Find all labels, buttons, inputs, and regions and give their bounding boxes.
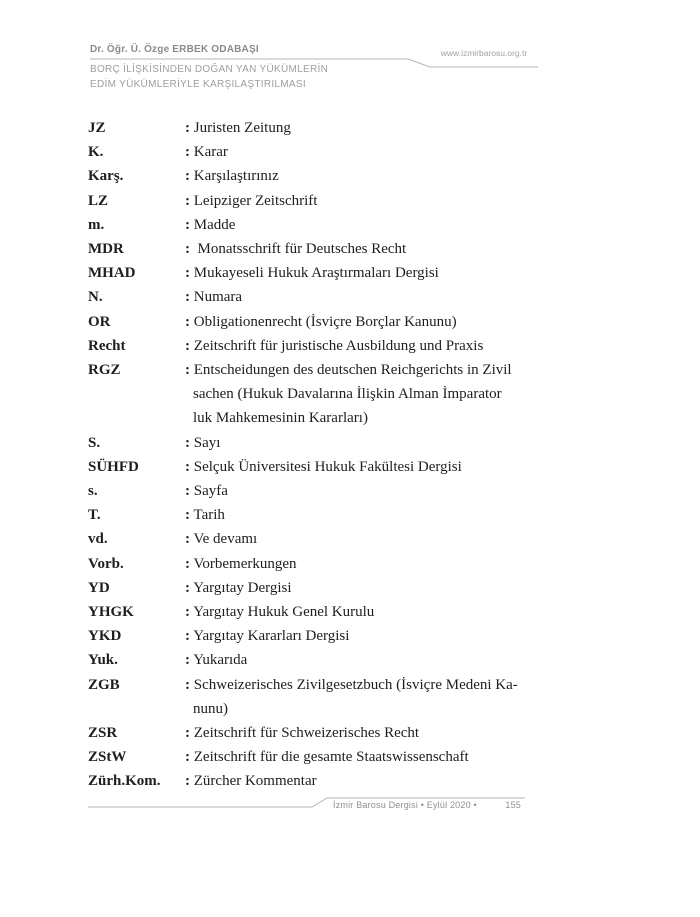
colon-separator: :	[185, 289, 190, 306]
abbreviation-term: SÜHFD	[88, 458, 139, 475]
abbreviation-row	[88, 673, 548, 721]
abbreviation-row	[88, 358, 548, 431]
abbreviation-definition	[185, 600, 548, 624]
abbreviation-definition	[185, 334, 548, 358]
abbreviation-definition	[185, 479, 548, 503]
abbreviation-definition	[185, 455, 548, 479]
definition-line: : Schweizerisches Zivilgesetzbuch (İsviçre Medeni Ka-	[185, 676, 518, 693]
abbreviation-row	[88, 552, 548, 576]
colon-separator: :	[185, 192, 190, 209]
abbreviation-definition	[185, 576, 548, 600]
abbreviation-row	[88, 334, 548, 358]
abbreviation-row	[88, 261, 548, 285]
article-title-line1: BORÇ İLİŞKİSİNDEN DOĞAN YAN YÜKÜMLERİN	[90, 64, 329, 75]
colon-separator: :	[185, 216, 190, 233]
abbreviation-row	[88, 455, 548, 479]
definition-line: : Yargıtay Dergisi	[185, 579, 292, 596]
abbreviation-row	[88, 769, 548, 793]
abbreviation-term: T.	[88, 507, 101, 524]
abbreviation-term: YKD	[88, 628, 122, 645]
abbreviation-term: K.	[88, 144, 104, 161]
colon-separator: :	[185, 749, 190, 766]
colon-separator: :	[185, 120, 190, 136]
abbreviation-row	[88, 164, 548, 188]
colon-separator: :	[185, 337, 190, 354]
abbreviation-term: s.	[88, 483, 98, 500]
definition-line: : Yukarıda	[185, 652, 248, 669]
definition-line: : Karar	[185, 144, 228, 161]
abbreviation-term: Yuk.	[88, 652, 118, 669]
abbreviation-definition	[185, 164, 548, 188]
abbreviation-row	[88, 648, 548, 672]
journal-name: İzmir Barosu Dergisi • Eylül 2020 •	[333, 800, 477, 810]
colon-separator: :	[185, 628, 190, 645]
definition-line: : Leipziger Zeitschrift	[185, 192, 318, 209]
abbreviation-term: MDR	[88, 241, 124, 258]
abbreviation-row	[88, 310, 548, 334]
colon-separator: :	[185, 144, 190, 161]
abbreviation-row	[88, 576, 548, 600]
abbreviation-definition	[185, 237, 548, 261]
abbreviation-definition	[185, 358, 548, 431]
abbreviation-row	[88, 431, 548, 455]
abbreviation-term: vd.	[88, 531, 108, 548]
abbreviation-row	[88, 503, 548, 527]
definition-line: : Numara	[185, 289, 243, 306]
definition-continuation-line: nunu)	[193, 700, 228, 717]
abbreviation-list	[88, 116, 548, 794]
abbreviation-row	[88, 600, 548, 624]
abbreviation-definition	[185, 648, 548, 672]
abbreviation-term: m.	[88, 216, 105, 233]
abbreviation-row	[88, 527, 548, 551]
definition-line: : Juristen Zeitung	[185, 120, 291, 136]
abbreviation-term: MHAD	[88, 265, 136, 282]
colon-separator: :	[185, 507, 190, 524]
definition-line: : Yargıtay Kararları Dergisi	[185, 628, 350, 645]
definition-line: : Sayı	[185, 434, 221, 451]
definition-line: : Entscheidungen des deutschen Reichgerichts in Zivil	[185, 362, 512, 379]
colon-separator: :	[185, 168, 190, 185]
abbreviation-row	[88, 213, 548, 237]
page-footer	[333, 800, 521, 810]
colon-separator: :	[185, 313, 190, 330]
abbreviation-definition	[185, 431, 548, 455]
abbreviation-row	[88, 116, 548, 140]
colon-separator: :	[185, 555, 190, 572]
definition-line: : Tarih	[185, 507, 225, 524]
abbreviation-row	[88, 624, 548, 648]
author-name: Dr. Öğr. Ü. Özge ERBEK ODABAŞI	[90, 44, 259, 55]
colon-separator: :	[185, 579, 190, 596]
abbreviation-definition	[185, 140, 548, 164]
abbreviation-definition	[185, 552, 548, 576]
abbreviation-definition	[185, 310, 548, 334]
abbreviation-definition	[185, 116, 548, 140]
abbreviation-definition	[185, 769, 548, 793]
definition-line: : Obligationenrecht (İsviçre Borçlar Kanunu)	[185, 313, 457, 330]
abbreviation-term: Zürh.Kom.	[88, 773, 161, 790]
abbreviation-definition	[185, 745, 548, 769]
definition-line: : Madde	[185, 216, 236, 233]
definition-line: : Karşılaştırınız	[185, 168, 279, 185]
colon-separator: :	[185, 434, 190, 451]
colon-separator: :	[185, 362, 190, 379]
definition-line: : Yargıtay Hukuk Genel Kurulu	[185, 604, 375, 621]
abbreviation-term: S.	[88, 434, 101, 451]
abbreviation-definition	[185, 721, 548, 745]
abbreviation-term: N.	[88, 289, 103, 306]
abbreviation-definition	[185, 189, 548, 213]
colon-separator: :	[185, 241, 190, 258]
colon-separator: :	[185, 483, 190, 500]
abbreviation-row	[88, 479, 548, 503]
definition-line: : Ve devamı	[185, 531, 258, 548]
abbreviation-term: Vorb.	[88, 555, 124, 572]
abbreviation-term: LZ	[88, 192, 109, 209]
colon-separator: :	[185, 458, 190, 475]
definition-line: : Selçuk Üniversitesi Hukuk Fakültesi Dergisi	[185, 458, 462, 475]
definition-continuation-line: luk Mahkemesinin Kararları)	[193, 410, 368, 427]
definition-line: : Zeitschrift für die gesamte Staatswissenschaft	[185, 749, 469, 766]
article-title-line2: EDİM YÜKÜMLERİYLE KARŞILAŞTIRILMASI	[90, 79, 306, 90]
definition-line: : Vorbemerkungen	[185, 555, 297, 572]
colon-separator: :	[185, 676, 190, 693]
colon-separator: :	[185, 725, 190, 742]
abbreviation-definition	[185, 527, 548, 551]
abbreviation-row	[88, 189, 548, 213]
page-number: 155	[505, 800, 521, 810]
abbreviation-term: ZGB	[88, 676, 120, 693]
abbreviation-definition	[185, 673, 548, 721]
colon-separator: :	[185, 265, 190, 282]
abbreviation-definition	[185, 503, 548, 527]
abbreviation-definition	[185, 285, 548, 309]
abbreviation-term: Recht	[88, 337, 126, 354]
definition-line: : Sayfa	[185, 483, 228, 500]
definition-line: : Zürcher Kommentar	[185, 773, 317, 790]
website-url: www.izmirbarosu.org.tr	[440, 48, 528, 58]
abbreviation-definition	[185, 213, 548, 237]
abbreviation-row	[88, 140, 548, 164]
definition-line: : Mukayeseli Hukuk Araştırmaları Dergisi	[185, 265, 439, 282]
abbreviation-term: JZ	[88, 120, 106, 136]
abbreviation-term: Karş.	[88, 168, 124, 185]
colon-separator: :	[185, 531, 190, 548]
abbreviation-term: ZSR	[88, 725, 118, 742]
abbreviation-term: OR	[88, 313, 111, 330]
abbreviation-row	[88, 237, 548, 261]
abbreviation-term: YHGK	[88, 604, 134, 621]
definition-line: : Zeitschrift für juristische Ausbildung und Praxis	[185, 337, 484, 354]
definition-line: : Zeitschrift für Schweizerisches Recht	[185, 725, 420, 742]
definition-continuation-line: sachen (Hukuk Davalarına İlişkin Alman İmparator	[193, 386, 502, 403]
abbreviation-definition	[185, 261, 548, 285]
abbreviation-row	[88, 721, 548, 745]
abbreviation-row	[88, 745, 548, 769]
abbreviation-row	[88, 285, 548, 309]
article-title	[90, 62, 328, 92]
definition-line: : Monatsschrift für Deutsches Recht	[185, 241, 407, 258]
abbreviation-term: YD	[88, 579, 110, 596]
colon-separator: :	[185, 652, 190, 669]
abbreviation-definition	[185, 624, 548, 648]
abbreviation-term: ZStW	[88, 749, 127, 766]
colon-separator: :	[185, 773, 190, 790]
abbreviation-term: RGZ	[88, 362, 121, 379]
colon-separator: :	[185, 604, 190, 621]
